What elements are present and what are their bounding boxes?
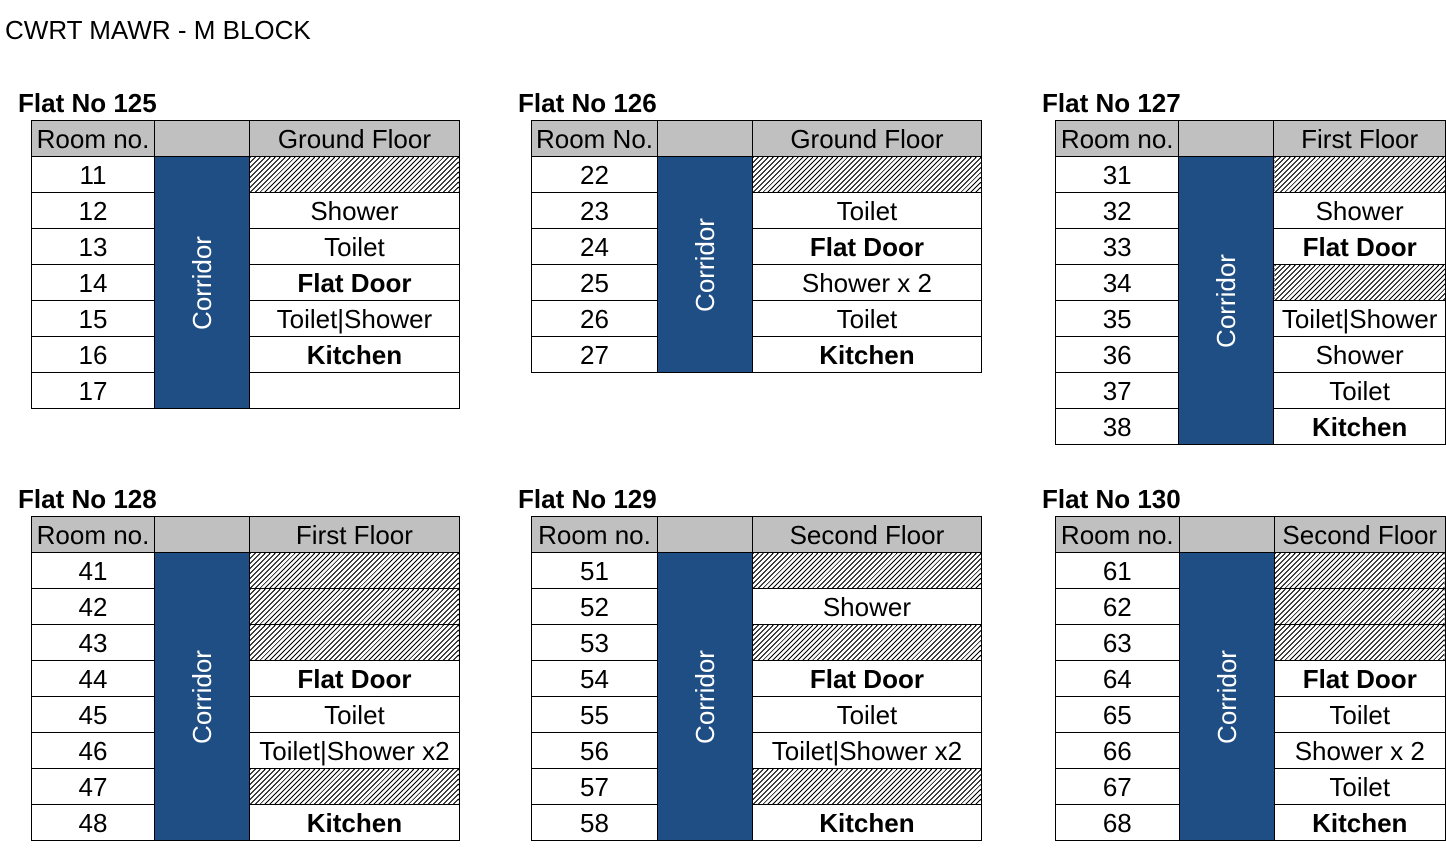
room-number: 27: [532, 337, 658, 373]
room-number: 48: [32, 805, 155, 841]
room-table: [31, 516, 460, 841]
room-description: Shower: [1274, 337, 1446, 373]
room-no-header: Room no.: [532, 517, 658, 553]
room-number: 58: [532, 805, 658, 841]
room-description: Shower x 2: [1274, 733, 1445, 769]
room-number: 63: [1056, 625, 1180, 661]
corridor-cell: [1179, 157, 1274, 445]
hatched-cell: [752, 553, 981, 589]
corridor-header: [658, 121, 753, 157]
room-no-header: Room no.: [1056, 121, 1179, 157]
room-description: Toilet: [752, 301, 981, 337]
room-number: 25: [532, 265, 658, 301]
hatched-cell: [249, 769, 459, 805]
hatched-cell: [752, 157, 981, 193]
room-number: 26: [532, 301, 658, 337]
room-description: Kitchen: [752, 805, 981, 841]
room-description: Toilet: [249, 229, 459, 265]
hatched-cell: [1274, 589, 1445, 625]
table-row: [532, 301, 982, 337]
room-number: 35: [1056, 301, 1179, 337]
flat-title: Flat No 130: [1042, 484, 1181, 514]
room-number: 31: [1056, 157, 1179, 193]
room-description: Toilet|Shower x2: [249, 733, 459, 769]
room-number: 44: [32, 661, 155, 697]
room-description: [249, 373, 459, 409]
table-header-row: [32, 517, 460, 553]
room-number: 47: [32, 769, 155, 805]
flat-title: Flat No 126: [518, 88, 657, 118]
flat-title: Flat No 128: [18, 484, 157, 514]
page-title: CWRT MAWR - M BLOCK: [5, 15, 311, 45]
room-number: 14: [32, 265, 155, 301]
room-number: 54: [532, 661, 658, 697]
hatched-cell: [249, 589, 459, 625]
room-number: 11: [32, 157, 155, 193]
room-number: 45: [32, 697, 155, 733]
corridor-header: [1179, 121, 1274, 157]
table-row: [532, 733, 982, 769]
corridor-label: Corridor: [1211, 253, 1242, 348]
room-description: Toilet: [1274, 769, 1445, 805]
floor-header: First Floor: [249, 517, 459, 553]
table-header-row: [532, 517, 982, 553]
room-number: 13: [32, 229, 155, 265]
room-number: 32: [1056, 193, 1179, 229]
floor-header: Ground Floor: [752, 121, 981, 157]
room-description: Flat Door: [249, 661, 459, 697]
room-description: Toilet|Shower: [249, 301, 459, 337]
table-row: [532, 769, 982, 805]
room-no-header: Room no.: [1056, 517, 1180, 553]
table-header-row: [32, 121, 460, 157]
room-description: Kitchen: [1274, 805, 1445, 841]
room-number: 57: [532, 769, 658, 805]
room-number: 36: [1056, 337, 1179, 373]
flat-129-block: [518, 484, 982, 841]
room-number: 55: [532, 697, 658, 733]
hatched-cell: [1274, 157, 1446, 193]
floor-header: First Floor: [1274, 121, 1446, 157]
room-number: 53: [532, 625, 658, 661]
room-number: 17: [32, 373, 155, 409]
table-row: [532, 661, 982, 697]
corridor-header: [155, 517, 250, 553]
hatched-cell: [752, 769, 981, 805]
room-number: 42: [32, 589, 155, 625]
flat-title: Flat No 127: [1042, 88, 1181, 118]
corridor-header: [658, 517, 753, 553]
flat-126-block: [518, 88, 982, 373]
corridor-header: [155, 121, 250, 157]
corridor-label: Corridor: [1211, 649, 1242, 744]
room-number: 43: [32, 625, 155, 661]
hatched-cell: [1274, 265, 1446, 301]
room-number: 15: [32, 301, 155, 337]
corridor-label: Corridor: [186, 235, 217, 330]
room-description: Toilet: [1274, 697, 1445, 733]
room-number: 61: [1056, 553, 1180, 589]
room-number: 12: [32, 193, 155, 229]
room-description: Flat Door: [752, 661, 981, 697]
room-description: Toilet: [752, 697, 981, 733]
room-number: 66: [1056, 733, 1180, 769]
flat-title: Flat No 125: [18, 88, 157, 118]
corridor-cell: [658, 157, 753, 373]
flat-130-block: [1042, 484, 1446, 841]
corridor-label: Corridor: [689, 217, 720, 312]
corridor-header: [1179, 517, 1274, 553]
corridor-cell: [1179, 553, 1274, 841]
room-description: Flat Door: [1274, 661, 1445, 697]
room-number: 68: [1056, 805, 1180, 841]
table-header-row: [1056, 517, 1446, 553]
room-no-header: Room no.: [32, 517, 155, 553]
room-no-header: Room no.: [32, 121, 155, 157]
room-description: Kitchen: [249, 337, 459, 373]
table-row: [532, 337, 982, 373]
corridor-label: Corridor: [186, 649, 217, 744]
hatched-cell: [752, 625, 981, 661]
table-row: [532, 697, 982, 733]
room-table: [1055, 120, 1446, 445]
room-description: Shower: [752, 589, 981, 625]
room-number: 38: [1056, 409, 1179, 445]
table-row: [1056, 157, 1446, 193]
room-table: [31, 120, 460, 409]
room-description: Toilet: [249, 697, 459, 733]
room-number: 41: [32, 553, 155, 589]
room-description: Kitchen: [752, 337, 981, 373]
room-number: 23: [532, 193, 658, 229]
room-number: 16: [32, 337, 155, 373]
table-row: [32, 157, 460, 193]
room-number: 24: [532, 229, 658, 265]
room-table: [531, 120, 982, 373]
room-description: Toilet|Shower: [1274, 301, 1446, 337]
table-row: [532, 553, 982, 589]
room-number: 62: [1056, 589, 1180, 625]
table-row: [532, 805, 982, 841]
room-number: 67: [1056, 769, 1180, 805]
room-number: 51: [532, 553, 658, 589]
table-row: [532, 157, 982, 193]
room-description: Shower: [1274, 193, 1446, 229]
room-number: 33: [1056, 229, 1179, 265]
table-row: [532, 265, 982, 301]
table-row: [532, 625, 982, 661]
room-description: Toilet: [1274, 373, 1446, 409]
table-row: [532, 589, 982, 625]
room-description: Flat Door: [752, 229, 981, 265]
room-table: [1055, 516, 1446, 841]
room-number: 46: [32, 733, 155, 769]
hatched-cell: [249, 157, 459, 193]
hatched-cell: [249, 553, 459, 589]
table-header-row: [532, 121, 982, 157]
flat-128-block: [18, 484, 460, 841]
corridor-cell: [155, 157, 250, 409]
room-number: 52: [532, 589, 658, 625]
table-row: [532, 229, 982, 265]
room-description: Shower: [249, 193, 459, 229]
room-description: Flat Door: [249, 265, 459, 301]
room-no-header: Room No.: [532, 121, 658, 157]
hatched-cell: [1274, 625, 1445, 661]
floor-header: Ground Floor: [249, 121, 459, 157]
corridor-label: Corridor: [689, 649, 720, 744]
corridor-cell: [658, 553, 753, 841]
room-description: Kitchen: [1274, 409, 1446, 445]
flat-127-block: [1042, 88, 1446, 445]
table-row: [1056, 553, 1446, 589]
room-description: Kitchen: [249, 805, 459, 841]
hatched-cell: [1274, 553, 1445, 589]
hatched-cell: [249, 625, 459, 661]
room-description: Toilet: [752, 193, 981, 229]
corridor-cell: [155, 553, 250, 841]
floor-header: Second Floor: [752, 517, 981, 553]
room-number: 56: [532, 733, 658, 769]
room-table: [531, 516, 982, 841]
room-number: 64: [1056, 661, 1180, 697]
room-description: Flat Door: [1274, 229, 1446, 265]
floor-header: Second Floor: [1274, 517, 1445, 553]
flat-125-block: [18, 88, 460, 409]
flat-title: Flat No 129: [518, 484, 657, 514]
room-number: 34: [1056, 265, 1179, 301]
room-description: Shower x 2: [752, 265, 981, 301]
table-header-row: [1056, 121, 1446, 157]
table-row: [532, 193, 982, 229]
room-number: 65: [1056, 697, 1180, 733]
room-number: 37: [1056, 373, 1179, 409]
room-description: Toilet|Shower x2: [752, 733, 981, 769]
table-row: [32, 553, 460, 589]
room-number: 22: [532, 157, 658, 193]
